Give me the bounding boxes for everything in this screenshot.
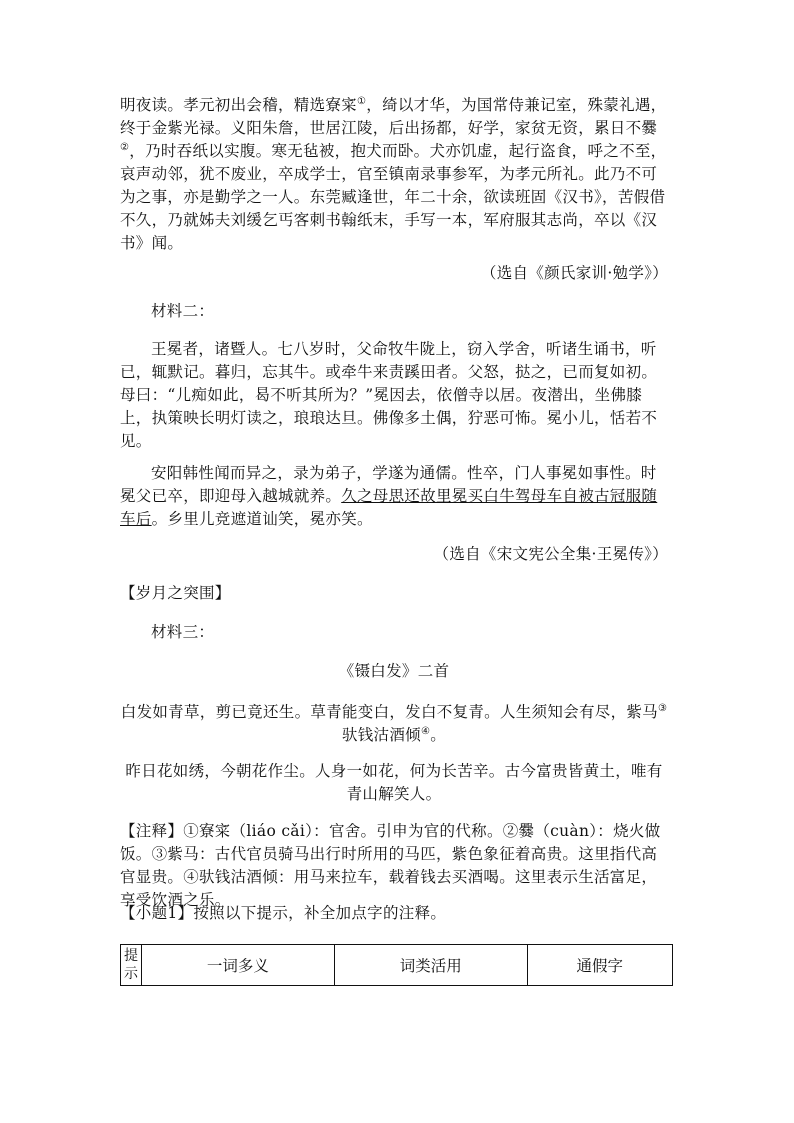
material1-text-b: ，绮以才华，为国常侍兼记室，殊蒙礼遇，终于金紫光禄。义阳朱詹，世居江陵，后出扬都，好学，家贫无资，累日不爨 [120, 96, 667, 137]
poem-1 [120, 701, 668, 747]
material3-heading: 材料三： [151, 623, 215, 641]
hint-label-cell: 提示 [121, 945, 142, 986]
poem-2: 昨日花如绣，今朝花作尘。人身一如花，何为长苦辛。古今富贵皆黄土，唯有青山解笑人。 [125, 762, 663, 803]
hint-table [120, 944, 673, 986]
footnote-mark-3: ③ [657, 702, 668, 714]
material2-paragraph-1: 王冕者，诸暨人。七八岁时，父命牧牛陇上，窃入学舍，听诸生诵书，听已，辄默记。暮归，忘其牛。或牵牛来责蹊田者。父怒，挞之，已而复如初。母曰：“儿痴如此，曷不听其所为？”冕因去，依僧寺以居。夜潜出，坐佛膝上，执策映长明灯读之，琅琅达旦。佛像多土偶，狞恶可怖。冕小儿，恬若不见。 [120, 340, 658, 450]
material2-text-b: 。乡里儿竞遮道讪笑，冕亦笑。 [151, 510, 373, 528]
poem1-text-c: 。 [430, 726, 447, 744]
footnote-mark-1: ① [357, 95, 367, 107]
material2-source: （选自《宋文宪公全集·王冕传》） [433, 545, 668, 563]
poem1-text-b: 驮钱沽酒倾 [341, 726, 421, 744]
footnote-mark-4: ④ [420, 725, 431, 737]
hint-loan-character-cell[interactable]: 通假字 [527, 945, 672, 986]
hint-table-row [121, 945, 673, 986]
material1-source: （选自《颜氏家训·勉学》） [480, 264, 668, 282]
footnote-mark-2: ② [120, 141, 130, 153]
question-1: 【小题1】按照以下提示，补全加点字的注释。 [120, 904, 447, 922]
material1-text-a: 明夜读。孝元初出会稽，精选寮寀 [120, 96, 358, 114]
material2-text-a: 安阳韩性闻而异之，录为弟子，学遂为通儒。性卒，门人事冕如事性。时冕父已卒，即迎母入越城就养。 [120, 464, 657, 505]
material1-paragraph [120, 94, 668, 255]
hint-polysemy-cell[interactable]: 一词多义 [142, 945, 335, 986]
material2-paragraph-2 [120, 462, 668, 531]
annotation-notes: 【注释】①寮寀（liáo cǎi）：官舍。引申为官的代称。②爨（cuàn）：烧火做饭。③紫马：古代官员骑马出行时所用的马匹，紫色象征着高贵。这里指代高官显贵。④驮钱沽酒倾：用马来拉车，载着钱去买酒喝。这里表示生活富足，享受饮酒之乐。 [120, 822, 661, 909]
poem-title: 《镊白发》二首 [338, 662, 450, 680]
hint-conversion-cell[interactable]: 词类活用 [334, 945, 527, 986]
material2-heading: 材料二： [151, 302, 215, 320]
poem1-text-a: 白发如青草，剪已竟还生。草青能变白，发白不复青。人生须知会有尽，紫马 [120, 703, 658, 721]
material1-text-c: ，乃时吞纸以实腹。寒无毡被，抱犬而卧。犬亦饥虚，起行盗食，呼之不至，哀声动邻，犹不废业，卒成学士，官至镇南录事参军，为孝元所礼。此乃不可为之事，亦是勤学之一人。东莞臧逢世，年二十余，欲读班固《汉书》，苦假借不久，乃就姊夫刘缓乞丐客刺书翰纸末，手写一本，军府服其志尚，卒以《汉书》闻。 [120, 142, 667, 252]
underlined-sentence: 久之母思还故里冕买白牛驾母车自被古冠服随车后 [120, 487, 658, 528]
section-title: 【岁月之突围】 [120, 584, 231, 602]
